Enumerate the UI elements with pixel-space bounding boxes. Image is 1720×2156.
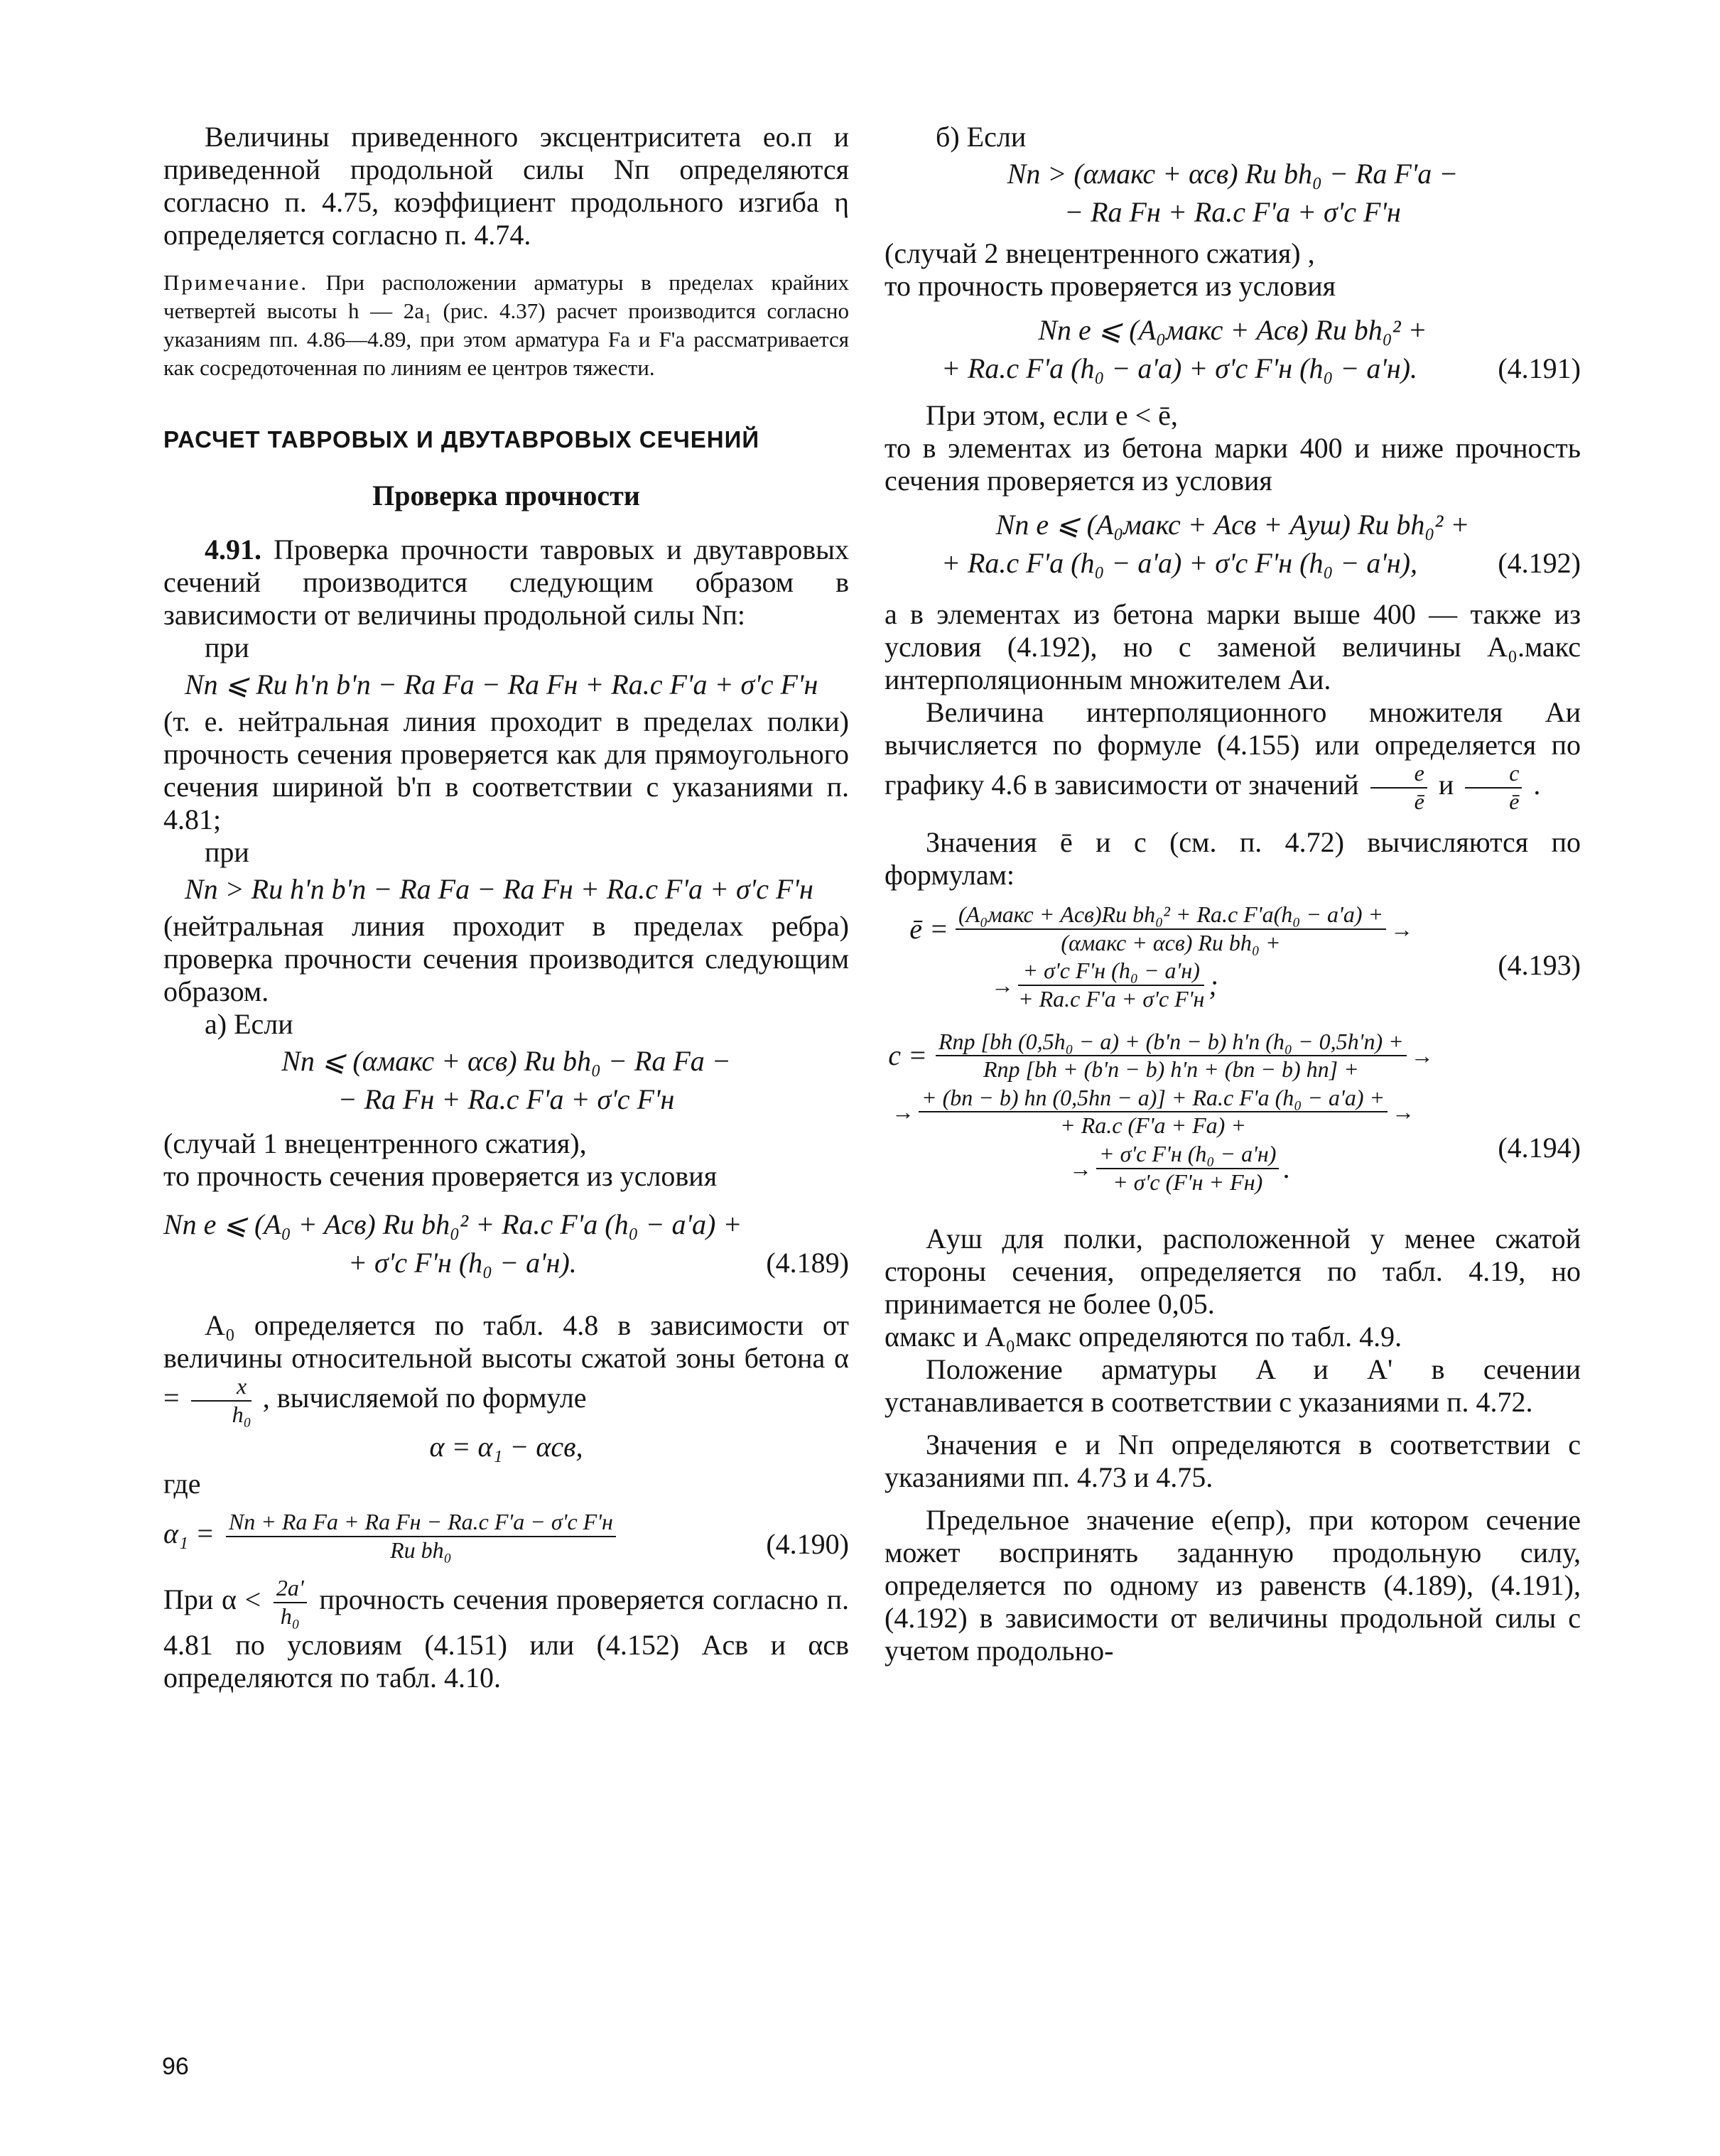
aush-paragraph: Aуш для полки, расположенной у менее сжатой стороны сечения, определяется по табл. 4.19, но принимается не более 0,05. [885, 1223, 1581, 1321]
inequality-b-line1: Nп > (αмакс + αсв) Rи bh₀ − Rа F'а − [1007, 158, 1459, 190]
equation-4-190-row [163, 1510, 849, 1562]
equation-4-193-numerator-1: (A₀макс + Aсв)Rи bh₀² + Rа.с F'а(h₀ − a'а) + [956, 903, 1386, 930]
period: . [1283, 1152, 1291, 1184]
values-e-paragraph: Значения e и Nп определяются в соответствии с указаниями пп. 4.73 и 4.75. [885, 1429, 1581, 1494]
equation-4-193-denominator-2: + Rа.с F'а + σ'с F'н [1018, 985, 1205, 1012]
equation-number-4-192: (4.192) [1498, 547, 1581, 579]
semicolon: ; [1208, 968, 1218, 1001]
c-over-ebar-denominator: ē [1509, 788, 1520, 814]
equation-4-189-line1: Nп e ⩽ (A₀ + Aсв) Rи bh₀² + Rа.с F'а (h₀ − a'а) + [163, 1208, 742, 1240]
equation-4-192-line1: Nп e ⩽ (A₀макс + Aсв + Aуш) Rи bh₀² + [995, 509, 1470, 541]
equation-4-191-line1: Nп e ⩽ (A₀макс + Aсв) Rи bh₀² + [1038, 314, 1427, 346]
2a-over-h0-numerator: 2a' [274, 1576, 307, 1603]
case-1-label: (случай 1 внецентренного сжатия), [163, 1127, 587, 1159]
equation-4-191-line2: + Rа.с F'а (h₀ − a'а) + σ'с F'н (h₀ − a'н). [941, 352, 1418, 384]
note-lead: Примечание. [163, 270, 309, 295]
equation-4-194-fraction-3 [1096, 1142, 1279, 1194]
equation-4-190-numerator: Nп + Rа Fа + Rа Fн − Rа.с F'а − σ'с F'н [226, 1510, 616, 1537]
equation-4-192-line2: + Rа.с F'а (h₀ − a'а) + σ'с F'н (h₀ − a'н), [941, 547, 1418, 579]
equation-4-189-line2: + σ'с F'н (h₀ − a'н). [348, 1247, 577, 1279]
e-over-ebar-denominator: ē [1414, 788, 1424, 814]
inequality-2: Nп > Rи h'п b'п − Rа Fа − Rа Fн + Rа.с F'а + σ'с F'н [185, 873, 813, 905]
arrow-icon: → [1410, 1043, 1434, 1069]
inequality-a-line1: Nп ⩽ (αмакс + αсв) Rи bh₀ − Rа Fа − [281, 1045, 731, 1077]
2a-over-h0-fraction [274, 1576, 307, 1628]
case-2-condition: то прочность проверяется из условия [885, 270, 1336, 302]
section-heading: РАСЧЕТ ТАВРОВЫХ И ДВУТАВРОВЫХ СЕЧЕНИЙ [163, 426, 760, 453]
equation-number-4-189: (4.189) [766, 1247, 849, 1279]
note-text: При расположении арматуры в пределах крайних четвертей высоты h — 2a₁ (рис. 4.37) расчет производится согласно указаниям пп. 4.86—4.89, при этом арматура Fa и F'a рассматривается как сосредоточенная по линиям ее центров тяжести. [163, 270, 849, 380]
arrow-icon: → [1392, 1099, 1415, 1125]
note-paragraph [163, 269, 849, 382]
equation-number-4-193: (4.193) [1498, 948, 1581, 981]
when-label-1: при [205, 632, 249, 663]
arrow-icon: → [1069, 1155, 1092, 1181]
equation-4-190-fraction [226, 1510, 616, 1562]
case-2-label: (случай 2 внецентренного сжатия) , [885, 237, 1315, 269]
equation-4-194-numerator-1: Rпр [bh (0,5h₀ − a) + (b'п − b) h'п (h₀ − 0,5h'п) + [936, 1030, 1407, 1057]
equation-4-194-block-2 [885, 1086, 1581, 1138]
right-column [885, 121, 1581, 1667]
equation-4-193-denominator-1: (αмакс + αсв) Rи bh₀ + [1061, 929, 1281, 955]
equation-number-4-191: (4.191) [1498, 352, 1581, 384]
case-1-condition: то прочность сечения проверяется из условия [163, 1160, 718, 1192]
inequality-b-line2: − Rа Fн + Rа.с F'а + σ'с F'н [1064, 196, 1401, 228]
position-paragraph: Положение арматуры A и A' в сечении устанавливается в соответствии с указаниями п. 4.72. [885, 1353, 1581, 1419]
equation-4-190-denominator: Rи bh₀ [390, 1537, 452, 1563]
inequality-1: Nп ⩽ Rи h'п b'п − Rа Fа − Rа Fн + Rа.с F'а + σ'с F'н [185, 668, 818, 700]
interpolation-and: и [1438, 768, 1454, 801]
equation-4-194-denominator-1: Rпр [bh + (b'п − b) h'п + (bп − b) hп] + [983, 1056, 1359, 1083]
2a-over-h0-denominator: h₀ [280, 1603, 300, 1629]
equation-4-193-row [885, 903, 1581, 1011]
equation-4-194-fraction-2 [919, 1086, 1388, 1138]
equation-4-190-lhs: α₁ = [163, 1517, 215, 1549]
after-inequality-2: (нейтральная линия проходит в пределах ребра) проверка прочности сечения производится следующим образом. [163, 910, 849, 1007]
equation-4-194-row [885, 1030, 1581, 1195]
then-if-label: При этом, если e < ē, [926, 399, 1178, 431]
equation-number-4-194: (4.194) [1498, 1132, 1581, 1164]
alpha-small-text-2: прочность сечения проверяется согласно п. 4.81 по условиям (4.151) или (4.152) Aсв и αсв определяются по табл. 4.10. [163, 1583, 850, 1694]
equation-4-193-numerator-2: + σ'с F'н (h₀ − a'н) [1018, 959, 1204, 986]
equation-4-189-row [163, 1245, 849, 1281]
arrow-icon: → [991, 972, 1014, 998]
case-b-label: б) Если [936, 121, 1027, 153]
interpolation-end: . [1533, 768, 1541, 801]
equation-4-194-denominator-2: + Rа.с (F'а + Fа) + [1060, 1112, 1246, 1139]
then-text: то в элементах из бетона марки 400 и ниже прочность сечения проверяется из условия [885, 432, 1581, 497]
a0-text-1: A₀ определяется по табл. 4.8 в зависимости от величины относительной высоты сжатой зоны бетона α = [163, 1309, 849, 1414]
inequality-a-line2: − Rа Fн + Rа.с F'а + σ'с F'н [337, 1083, 675, 1115]
a0-paragraph [163, 1309, 849, 1426]
interpolation-paragraph [885, 696, 1581, 813]
e-over-ebar-numerator: e [1370, 762, 1427, 789]
clause-number: 4.91. [205, 533, 261, 565]
c-over-ebar-numerator: c [1465, 762, 1522, 789]
page-number: 96 [162, 2053, 189, 2080]
subsection-heading: Проверка прочности [372, 480, 640, 511]
amax-paragraph: αмакс и A₀макс определяются по табл. 4.9. [885, 1321, 1402, 1353]
when-label-2: при [205, 836, 249, 868]
arrow-icon: → [1390, 916, 1414, 942]
clause-text: Проверка прочности тавровых и двутавровых сечений производится следующим образом в зависимости от величины продольной силы Nп: [163, 533, 850, 631]
c-over-ebar-fraction [1465, 762, 1522, 813]
x-over-h0-denominator: h₀ [232, 1401, 251, 1427]
equation-4-194-denominator-3: + σ'с (F'н + Fн) [1113, 1169, 1263, 1195]
case-a-label: а) Если [205, 1008, 293, 1040]
values-paragraph: Значения ē и c (см. п. 4.72) вычисляются по формулам: [885, 826, 1581, 892]
equation-4-191-row [885, 351, 1581, 386]
equation-4-193-lhs: ē = [909, 912, 948, 945]
clause-paragraph [163, 533, 849, 632]
equation-4-193-fraction-1 [956, 903, 1386, 955]
after-inequality-1: (т. е. нейтральная линия проходит в пределах полки) прочность сечения проверяется как для прямоугольного сечения шириной b'п в соответствии с указаниями п. 4.81; [163, 705, 849, 835]
equation-4-193-block [885, 903, 1581, 955]
x-over-h0-numerator: x [191, 1375, 251, 1402]
equation-4-193-continuation [885, 959, 1581, 1011]
alpha-small-paragraph [163, 1576, 849, 1694]
equation-4-194-numerator-3: + σ'с F'н (h₀ − a'н) [1096, 1142, 1279, 1169]
equation-4-194-block-3 [885, 1142, 1581, 1194]
arrow-icon: → [892, 1099, 914, 1125]
x-over-h0-fraction [191, 1375, 251, 1426]
equation-4-193-fraction-2 [1018, 959, 1204, 1011]
intro-paragraph: Величины приведенного эксцентриситета eо.п и приведенной продольной силы Nп определяются согласно п. 4.75, коэффициент продольного изгиба η определяется согласно п. 4.74. [163, 121, 849, 251]
where-label: где [163, 1468, 201, 1500]
equation-4-194-lhs: c = [888, 1039, 927, 1072]
equation-4-192-row [885, 546, 1581, 581]
limit-paragraph: Предельное значение e(eпр), при котором сечение может воспринять заданную продольную силу, определяется по одному из равенств (4.189), (4.191), (4.192) в зависимости от величины продольной силы с учетом продольно- [885, 1504, 1581, 1667]
alpha-small-text-1: При α < [163, 1583, 261, 1616]
alpha-equation: α = α₁ − αсв, [429, 1431, 583, 1463]
above-400-paragraph: а в элементах из бетона марки выше 400 — также из условия (4.192), но с заменой величины A₀.макс интерполяционным множителем Aи. [885, 598, 1581, 695]
interpolation-text: Величина интерполяционного множителя Aи вычисляется по формуле (4.155) или определяется по графику 4.6 в зависимости от значений [885, 696, 1581, 801]
left-column [163, 121, 849, 1694]
e-over-ebar-fraction [1370, 762, 1427, 813]
equation-4-194-block-1 [885, 1030, 1581, 1082]
equation-number-4-190: (4.190) [766, 1528, 849, 1561]
a0-text-2: , вычисляемой по формуле [262, 1381, 587, 1414]
equation-4-194-numerator-2: + (bп − b) hп (0,5hп − a)] + Rа.с F'а (h₀ − a'а) + [919, 1086, 1388, 1113]
equation-4-194-fraction-1 [936, 1030, 1407, 1082]
